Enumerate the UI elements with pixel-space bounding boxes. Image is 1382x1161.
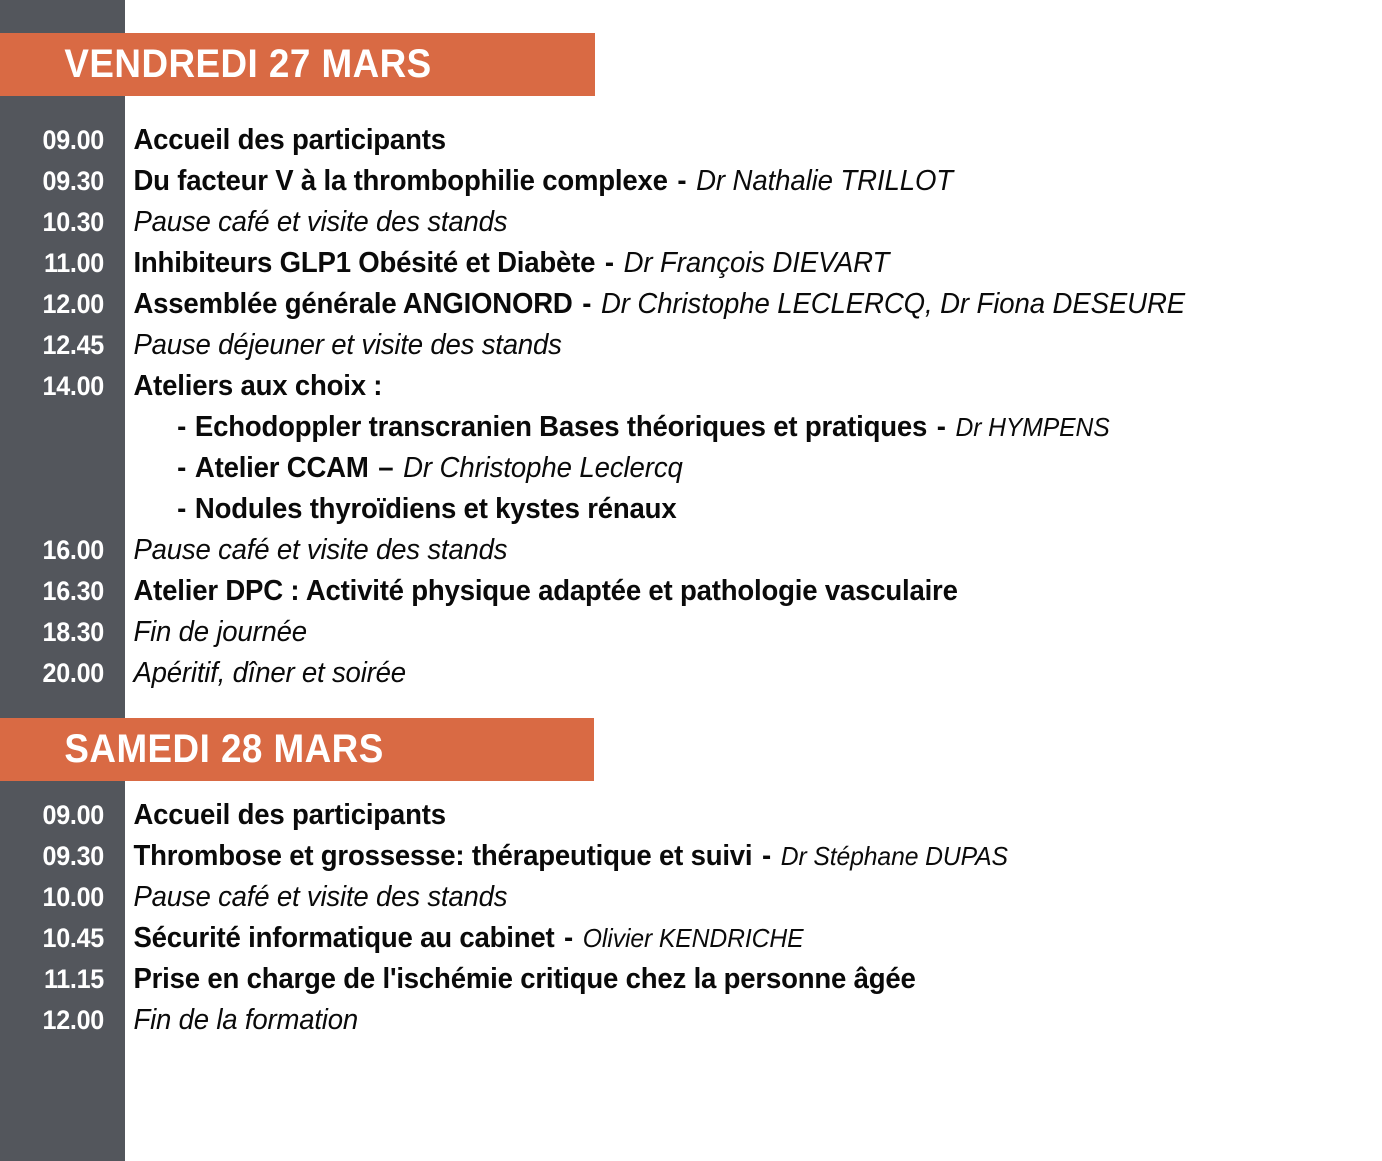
session-title: Pause café et visite des stands bbox=[133, 206, 508, 238]
schedule-row bbox=[0, 284, 1382, 325]
day-banner-label: VENDREDI 27 MARS bbox=[64, 42, 432, 86]
schedule-row bbox=[0, 243, 1382, 284]
session-body bbox=[104, 959, 1318, 1000]
session-time: 12.45 bbox=[42, 330, 104, 360]
session-title: Accueil des participants bbox=[133, 799, 446, 831]
session-body bbox=[104, 877, 1318, 918]
session-body bbox=[104, 120, 1318, 161]
session-body bbox=[104, 284, 1318, 325]
session-title: Assemblée générale ANGIONORD bbox=[133, 288, 573, 320]
workshop-choice-row bbox=[0, 448, 1382, 489]
title-speaker-separator: – bbox=[378, 452, 394, 484]
bullet-dash-icon: - bbox=[177, 493, 187, 525]
title-speaker-separator: - bbox=[604, 247, 615, 279]
session-title: Atelier DPC : Activité physique adaptée et pathologie vasculaire bbox=[133, 575, 958, 607]
session-body bbox=[104, 795, 1318, 836]
schedule-list bbox=[0, 120, 1382, 694]
session-time: 16.00 bbox=[42, 535, 104, 565]
workshop-speaker: Dr HYMPENS bbox=[955, 412, 1110, 442]
schedule-row bbox=[0, 120, 1382, 161]
session-body bbox=[104, 836, 1318, 877]
session-title: Accueil des participants bbox=[133, 124, 446, 156]
schedule-row bbox=[0, 366, 1382, 407]
session-time: 09.00 bbox=[42, 125, 104, 155]
session-body bbox=[104, 161, 1318, 202]
session-title: Thrombose et grossesse: thérapeutique et suivi bbox=[133, 840, 753, 872]
session-title: Fin de journée bbox=[133, 616, 307, 648]
session-time: 10.30 bbox=[42, 207, 104, 237]
session-time: 12.00 bbox=[42, 289, 104, 319]
workshop-choice-list bbox=[0, 407, 1382, 530]
title-speaker-separator: - bbox=[582, 288, 592, 320]
workshop-title: Atelier CCAM bbox=[194, 452, 369, 484]
session-body bbox=[104, 918, 1318, 959]
session-body bbox=[104, 653, 1318, 694]
workshop-choice-body bbox=[104, 407, 1318, 448]
session-speaker: Dr Stéphane DUPAS bbox=[780, 841, 1008, 871]
schedule-row bbox=[0, 877, 1382, 918]
day-banner bbox=[0, 33, 595, 96]
session-body bbox=[104, 612, 1318, 653]
schedule-row bbox=[0, 571, 1382, 612]
workshop-choice-row bbox=[0, 407, 1382, 448]
session-title: Ateliers aux choix : bbox=[133, 370, 383, 402]
session-time: 09.00 bbox=[42, 800, 104, 830]
session-title: Du facteur V à la thrombophilie complexe bbox=[133, 165, 668, 197]
schedule-row bbox=[0, 161, 1382, 202]
session-time: 10.45 bbox=[42, 923, 104, 953]
schedule-row bbox=[0, 836, 1382, 877]
schedule-row bbox=[0, 202, 1382, 243]
bullet-dash-icon: - bbox=[177, 452, 187, 484]
workshop-choice-body bbox=[104, 489, 1318, 530]
session-time: 11.15 bbox=[43, 964, 104, 994]
session-body bbox=[104, 1000, 1318, 1041]
title-speaker-separator: - bbox=[677, 165, 687, 197]
session-title: Inhibiteurs GLP1 Obésité et Diabète bbox=[133, 247, 596, 279]
session-speaker: Olivier KENDRICHE bbox=[582, 923, 804, 953]
title-speaker-separator: - bbox=[564, 922, 574, 954]
title-speaker-separator: - bbox=[761, 840, 772, 872]
workshop-choice-body bbox=[104, 448, 1318, 489]
bullet-dash-icon: - bbox=[177, 411, 187, 443]
session-body bbox=[104, 202, 1318, 243]
schedule-row bbox=[0, 1000, 1382, 1041]
session-speaker: Dr François DIEVART bbox=[623, 247, 890, 279]
title-speaker-separator: - bbox=[936, 411, 946, 443]
session-title: Pause déjeuner et visite des stands bbox=[133, 329, 562, 361]
session-title: Fin de la formation bbox=[133, 1004, 359, 1036]
session-time: 12.00 bbox=[42, 1005, 104, 1035]
session-time: 18.30 bbox=[42, 617, 104, 647]
session-title: Pause café et visite des stands bbox=[133, 881, 508, 913]
workshop-title: Nodules thyroïdiens et kystes rénaux bbox=[194, 493, 677, 525]
day-banner bbox=[0, 718, 594, 781]
session-time: 10.00 bbox=[42, 882, 104, 912]
schedule-list bbox=[0, 795, 1382, 1041]
session-title: Sécurité informatique au cabinet bbox=[133, 922, 555, 954]
schedule-row bbox=[0, 795, 1382, 836]
session-body bbox=[104, 243, 1318, 284]
schedule-row bbox=[0, 653, 1382, 694]
session-body bbox=[104, 325, 1318, 366]
workshop-title: Echodoppler transcranien Bases théoriques et pratiques bbox=[194, 411, 928, 443]
schedule-row bbox=[0, 530, 1382, 571]
session-body bbox=[104, 571, 1318, 612]
session-time: 20.00 bbox=[42, 658, 104, 688]
schedule-row bbox=[0, 918, 1382, 959]
session-speaker: Dr Christophe LECLERCQ, Dr Fiona DESEURE bbox=[600, 288, 1186, 320]
day-banner-label: SAMEDI 28 MARS bbox=[64, 727, 384, 771]
schedule-row bbox=[0, 325, 1382, 366]
session-speaker: Dr Nathalie TRILLOT bbox=[696, 165, 954, 197]
session-body bbox=[104, 530, 1318, 571]
session-title: Pause café et visite des stands bbox=[133, 534, 508, 566]
session-title: Prise en charge de l'ischémie critique chez la personne âgée bbox=[133, 963, 916, 995]
session-time: 09.30 bbox=[42, 841, 104, 871]
workshop-choice-row bbox=[0, 489, 1382, 530]
session-time: 16.30 bbox=[42, 576, 104, 606]
schedule-row bbox=[0, 612, 1382, 653]
session-time: 14.00 bbox=[42, 371, 104, 401]
session-title: Apéritif, dîner et soirée bbox=[133, 657, 406, 689]
workshop-speaker: Dr Christophe Leclercq bbox=[403, 452, 683, 484]
session-time: 09.30 bbox=[42, 166, 104, 196]
session-time: 11.00 bbox=[43, 248, 104, 278]
session-body bbox=[104, 366, 1318, 407]
schedule-row bbox=[0, 959, 1382, 1000]
